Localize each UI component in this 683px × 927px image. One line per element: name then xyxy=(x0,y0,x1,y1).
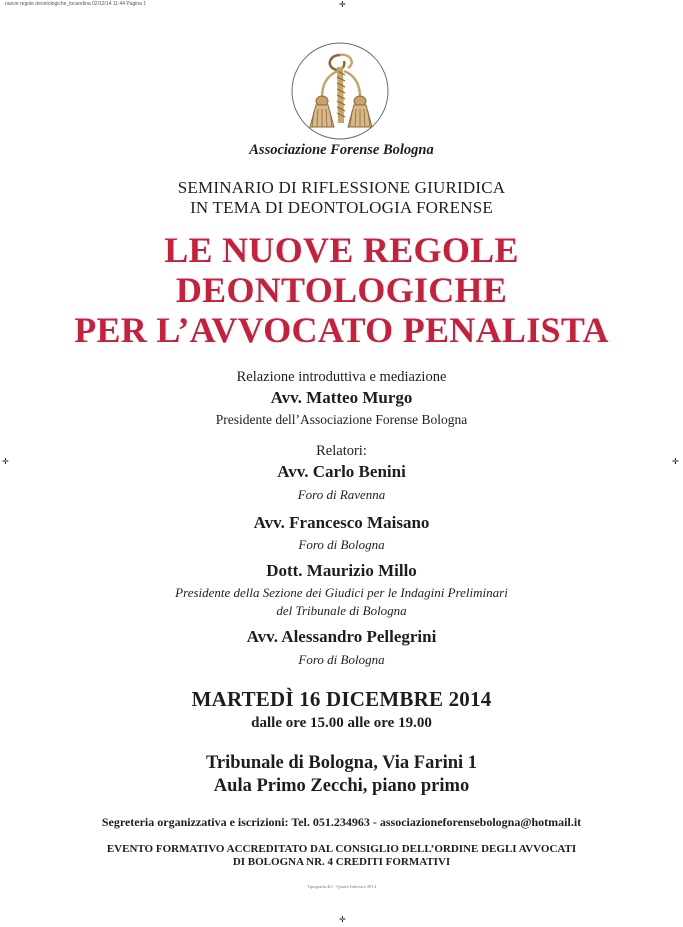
registration-mark-right: ✛ xyxy=(672,457,679,466)
seminar-line: IN TEMA DI DEONTOLOGIA FORENSE xyxy=(190,198,493,217)
speaker-affiliation: Presidente della Sezione dei Giudici per le Indagini Preliminari xyxy=(175,585,508,600)
association-name: Associazione Forense Bologna xyxy=(249,142,434,158)
speakers-label: Relatori: xyxy=(316,443,367,459)
typography-note: Tipografia 4G - Quarto Inferiore 2014 xyxy=(307,884,376,889)
venue-line: Aula Primo Zecchi, piano primo xyxy=(213,776,470,796)
credits-line: EVENTO FORMATIVO ACCREDITATO DAL CONSIGLIO DELL’ORDINE DEGLI AVVOCATI xyxy=(106,843,577,855)
credits-line: DI BOLOGNA NR. 4 CREDITI FORMATIVI xyxy=(232,856,451,868)
association-logo xyxy=(290,41,390,141)
credits-note xyxy=(0,843,683,869)
speaker-name: Avv. Francesco Maisano xyxy=(253,513,430,532)
registration-mark-bottom: ✛ xyxy=(339,915,346,924)
print-header: nuove regole deontologiche_locandina 02/12/14 11:44 Pagina 1 xyxy=(5,1,147,7)
speaker-affiliation: Foro di Bologna xyxy=(298,652,385,667)
secretariat-contact: Segreteria organizzativa e iscrizioni: Tel. 051.234963 - associazioneforensebologna@hotmail.it xyxy=(101,815,582,829)
speaker-name: Avv. Carlo Benini xyxy=(277,462,406,481)
title-line: LE NUOVE REGOLE xyxy=(164,230,519,270)
seminar-line: SEMINARIO DI RIFLESSIONE GIURIDICA xyxy=(177,178,506,197)
speaker-name: Avv. Alessandro Pellegrini xyxy=(246,627,437,646)
registration-mark-top: ✛ xyxy=(339,0,346,9)
event-venue xyxy=(0,752,683,798)
event-title xyxy=(0,230,683,350)
event-date: MARTEDÌ 16 DICEMBRE 2014 xyxy=(191,687,492,711)
title-line: DEONTOLOGICHE xyxy=(175,270,508,310)
speaker-affiliation: Foro di Ravenna xyxy=(297,487,386,502)
title-line: PER L’AVVOCATO PENALISTA xyxy=(74,310,609,350)
speaker-name: Dott. Maurizio Millo xyxy=(266,561,417,580)
chair-name: Avv. Matteo Murgo xyxy=(270,388,413,407)
venue-line: Tribunale di Bologna, Via Farini 1 xyxy=(205,753,478,773)
speaker-affiliation: del Tribunale di Bologna xyxy=(276,603,407,618)
chair-role: Presidente dell’Associazione Forense Bologna xyxy=(215,412,468,427)
speaker-affiliation: Foro di Bologna xyxy=(298,537,385,552)
registration-mark-left: ✛ xyxy=(2,457,9,466)
seminar-subtitle xyxy=(0,178,683,218)
intro-label: Relazione introduttiva e mediazione xyxy=(236,369,447,385)
tassel-emblem-icon xyxy=(290,41,390,141)
event-time: dalle ore 15.00 alle ore 19.00 xyxy=(251,715,432,731)
